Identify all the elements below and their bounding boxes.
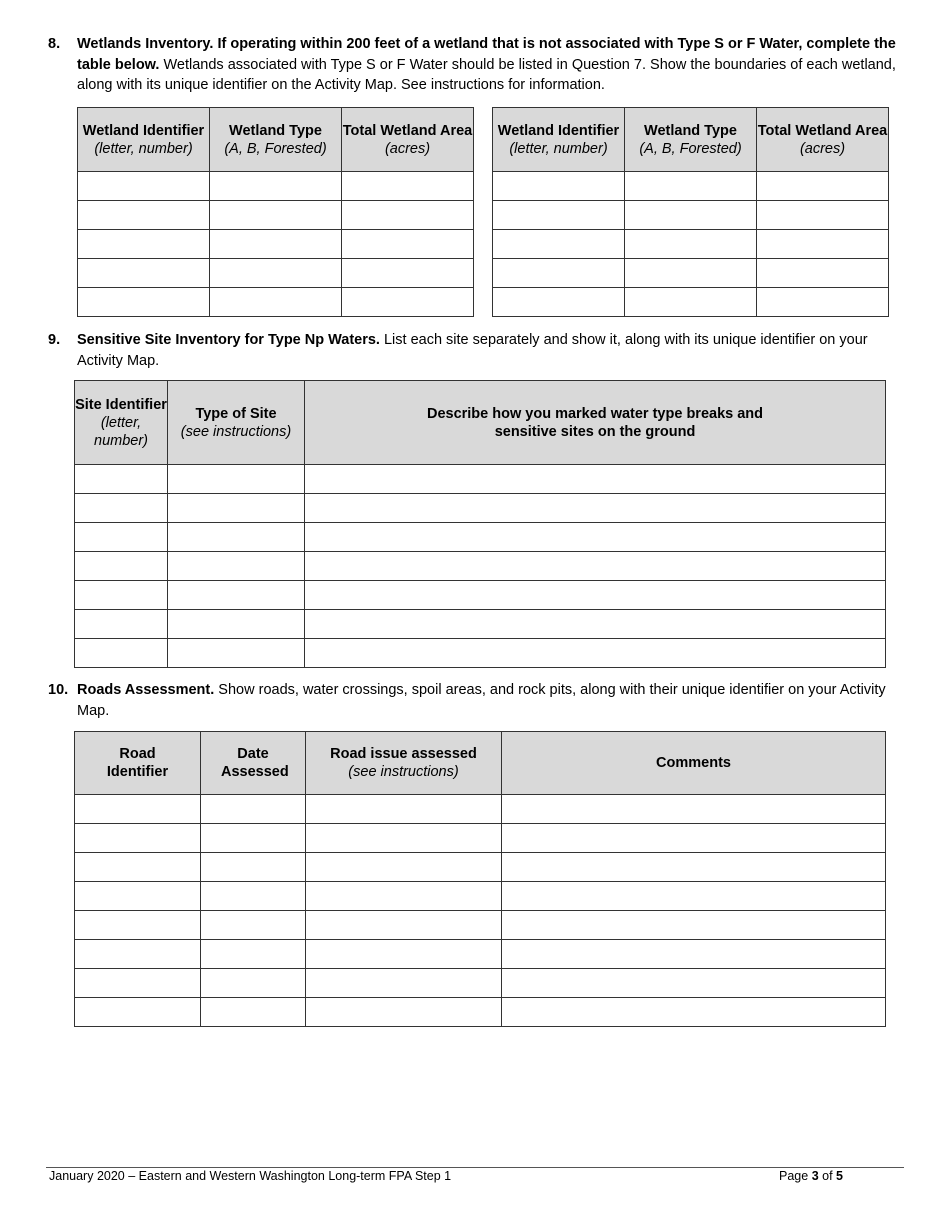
table-cell[interactable] (75, 824, 201, 853)
table-row (75, 494, 886, 523)
header-road-issue: Road issue assessed (see instructions) (306, 732, 502, 795)
header-road-identifier: Road Identifier (75, 732, 201, 795)
table-cell[interactable] (757, 230, 889, 259)
header-total-wetland-area: Total Wetland Area (acres) (757, 108, 889, 172)
header-wetland-type: Wetland Type (A, B, Forested) (625, 108, 757, 172)
table-cell[interactable] (210, 201, 342, 230)
table-cell[interactable] (757, 172, 889, 201)
table-cell[interactable] (757, 201, 889, 230)
table-cell[interactable] (502, 853, 886, 882)
sensitive-site-table (74, 380, 886, 668)
table-cell[interactable] (201, 795, 306, 824)
table-row (493, 259, 889, 288)
table-cell[interactable] (168, 552, 305, 581)
table-row (75, 581, 886, 610)
header-site-identifier: Site Identifier (letter, number) (75, 381, 168, 465)
table-cell[interactable] (305, 494, 886, 523)
table-row (75, 882, 886, 911)
table-cell[interactable] (75, 581, 168, 610)
table-row (75, 552, 886, 581)
table-cell[interactable] (78, 201, 210, 230)
table-cell[interactable] (306, 853, 502, 882)
table-cell[interactable] (78, 172, 210, 201)
table-cell[interactable] (625, 201, 757, 230)
header-total-wetland-area: Total Wetland Area (acres) (342, 108, 474, 172)
question-number: 8. (48, 36, 61, 52)
table-row (493, 172, 889, 201)
table-cell[interactable] (625, 172, 757, 201)
table-cell[interactable] (306, 795, 502, 824)
question-heading: Roads Assessment. (77, 682, 215, 698)
table-cell[interactable] (75, 494, 168, 523)
question-text: Wetlands associated with Type S or F Water should be listed in Question 7. Show the boundaries of each wetland, along with its unique identifier on the Activity Map. See instructions for information. (77, 56, 896, 93)
table-cell[interactable] (306, 998, 502, 1027)
question-text: List each site separately and show it, along with its unique identifier on your Activity Map. (77, 332, 868, 369)
table-cell[interactable] (78, 230, 210, 259)
question-text: Show roads, water crossings, spoil areas, and rock pits, along with their unique identifier on your Activity Map. (77, 682, 886, 719)
table-row (75, 523, 886, 552)
table-cell[interactable] (75, 523, 168, 552)
table-cell[interactable] (201, 998, 306, 1027)
header-date-assessed: Date Assessed (201, 732, 306, 795)
footer-divider (46, 1167, 904, 1168)
table-cell[interactable] (305, 639, 886, 668)
table-cell[interactable] (201, 911, 306, 940)
wetland-table-left (77, 107, 474, 317)
footer-page-number: Page 3 of 5 (779, 1169, 843, 1183)
wetland-table-right (492, 107, 889, 317)
table-row (75, 998, 886, 1027)
table-cell[interactable] (305, 552, 886, 581)
table-row (78, 259, 474, 288)
table-cell[interactable] (502, 911, 886, 940)
header-comments: Comments (502, 732, 886, 795)
table-row (493, 288, 889, 317)
table-row (75, 940, 886, 969)
table-row (75, 795, 886, 824)
table-cell[interactable] (168, 465, 305, 494)
table-cell[interactable] (75, 639, 168, 668)
table-row (493, 230, 889, 259)
header-wetland-identifier: Wetland Identifier (letter, number) (78, 108, 210, 172)
table-cell[interactable] (210, 172, 342, 201)
table-cell[interactable] (342, 259, 474, 288)
table-cell[interactable] (75, 940, 201, 969)
table-cell[interactable] (502, 969, 886, 998)
table-cell[interactable] (625, 259, 757, 288)
roads-assessment-table (74, 731, 886, 1027)
table-row (75, 610, 886, 639)
question-9 (48, 330, 903, 371)
header-describe-marking: Describe how you marked water type breaks and sensitive sites on the ground (305, 381, 886, 465)
table-row (75, 465, 886, 494)
table-cell[interactable] (305, 523, 886, 552)
table-row (78, 288, 474, 317)
table-row (75, 911, 886, 940)
table-row (75, 639, 886, 668)
table-row (493, 201, 889, 230)
table-cell[interactable] (502, 824, 886, 853)
table-cell[interactable] (201, 853, 306, 882)
table-cell[interactable] (210, 259, 342, 288)
table-cell[interactable] (502, 998, 886, 1027)
table-cell[interactable] (493, 230, 625, 259)
table-cell[interactable] (201, 969, 306, 998)
table-cell[interactable] (78, 288, 210, 317)
table-row (75, 853, 886, 882)
table-cell[interactable] (757, 259, 889, 288)
table-row (78, 230, 474, 259)
table-cell[interactable] (305, 465, 886, 494)
table-cell[interactable] (75, 969, 201, 998)
table-cell[interactable] (502, 882, 886, 911)
table-cell[interactable] (757, 288, 889, 317)
header-wetland-type: Wetland Type (A, B, Forested) (210, 108, 342, 172)
header-type-of-site: Type of Site (see instructions) (168, 381, 305, 465)
table-cell[interactable] (75, 882, 201, 911)
table-cell[interactable] (75, 552, 168, 581)
table-cell[interactable] (493, 172, 625, 201)
footer-form-title: January 2020 – Eastern and Western Washington Long-term FPA Step 1 (49, 1169, 452, 1183)
table-cell[interactable] (168, 610, 305, 639)
table-cell[interactable] (168, 639, 305, 668)
table-cell[interactable] (493, 288, 625, 317)
question-8 (48, 34, 903, 96)
table-cell[interactable] (201, 940, 306, 969)
table-cell[interactable] (342, 230, 474, 259)
table-cell[interactable] (305, 581, 886, 610)
table-cell[interactable] (168, 523, 305, 552)
table-cell[interactable] (168, 581, 305, 610)
table-cell[interactable] (306, 882, 502, 911)
table-cell[interactable] (78, 259, 210, 288)
question-heading: Sensitive Site Inventory for Type Np Waters. (77, 332, 380, 348)
table-row (75, 969, 886, 998)
table-cell[interactable] (306, 824, 502, 853)
question-number: 10. (48, 682, 69, 698)
question-10 (48, 680, 903, 721)
table-cell[interactable] (342, 172, 474, 201)
table-row (78, 201, 474, 230)
table-cell[interactable] (75, 998, 201, 1027)
table-cell[interactable] (625, 288, 757, 317)
table-cell[interactable] (75, 610, 168, 639)
table-row (78, 172, 474, 201)
table-cell[interactable] (493, 259, 625, 288)
table-cell[interactable] (625, 230, 757, 259)
table-cell[interactable] (342, 288, 474, 317)
question-heading: Wetlands Inventory. If operating within 200 feet of a wetland that is not associated with Type S or F Water, complete the table below. (77, 36, 896, 73)
table-cell[interactable] (168, 494, 305, 523)
table-cell[interactable] (305, 610, 886, 639)
table-cell[interactable] (75, 911, 201, 940)
table-cell[interactable] (210, 230, 342, 259)
table-cell[interactable] (306, 969, 502, 998)
table-cell[interactable] (75, 853, 201, 882)
question-number: 9. (48, 332, 61, 348)
table-cell[interactable] (502, 940, 886, 969)
table-cell[interactable] (201, 882, 306, 911)
table-cell[interactable] (75, 795, 201, 824)
table-cell[interactable] (306, 911, 502, 940)
table-row (75, 824, 886, 853)
table-cell[interactable] (75, 465, 168, 494)
table-cell[interactable] (493, 201, 625, 230)
header-wetland-identifier: Wetland Identifier (letter, number) (493, 108, 625, 172)
table-cell[interactable] (201, 824, 306, 853)
table-cell[interactable] (306, 940, 502, 969)
table-cell[interactable] (502, 795, 886, 824)
table-cell[interactable] (342, 201, 474, 230)
table-cell[interactable] (210, 288, 342, 317)
